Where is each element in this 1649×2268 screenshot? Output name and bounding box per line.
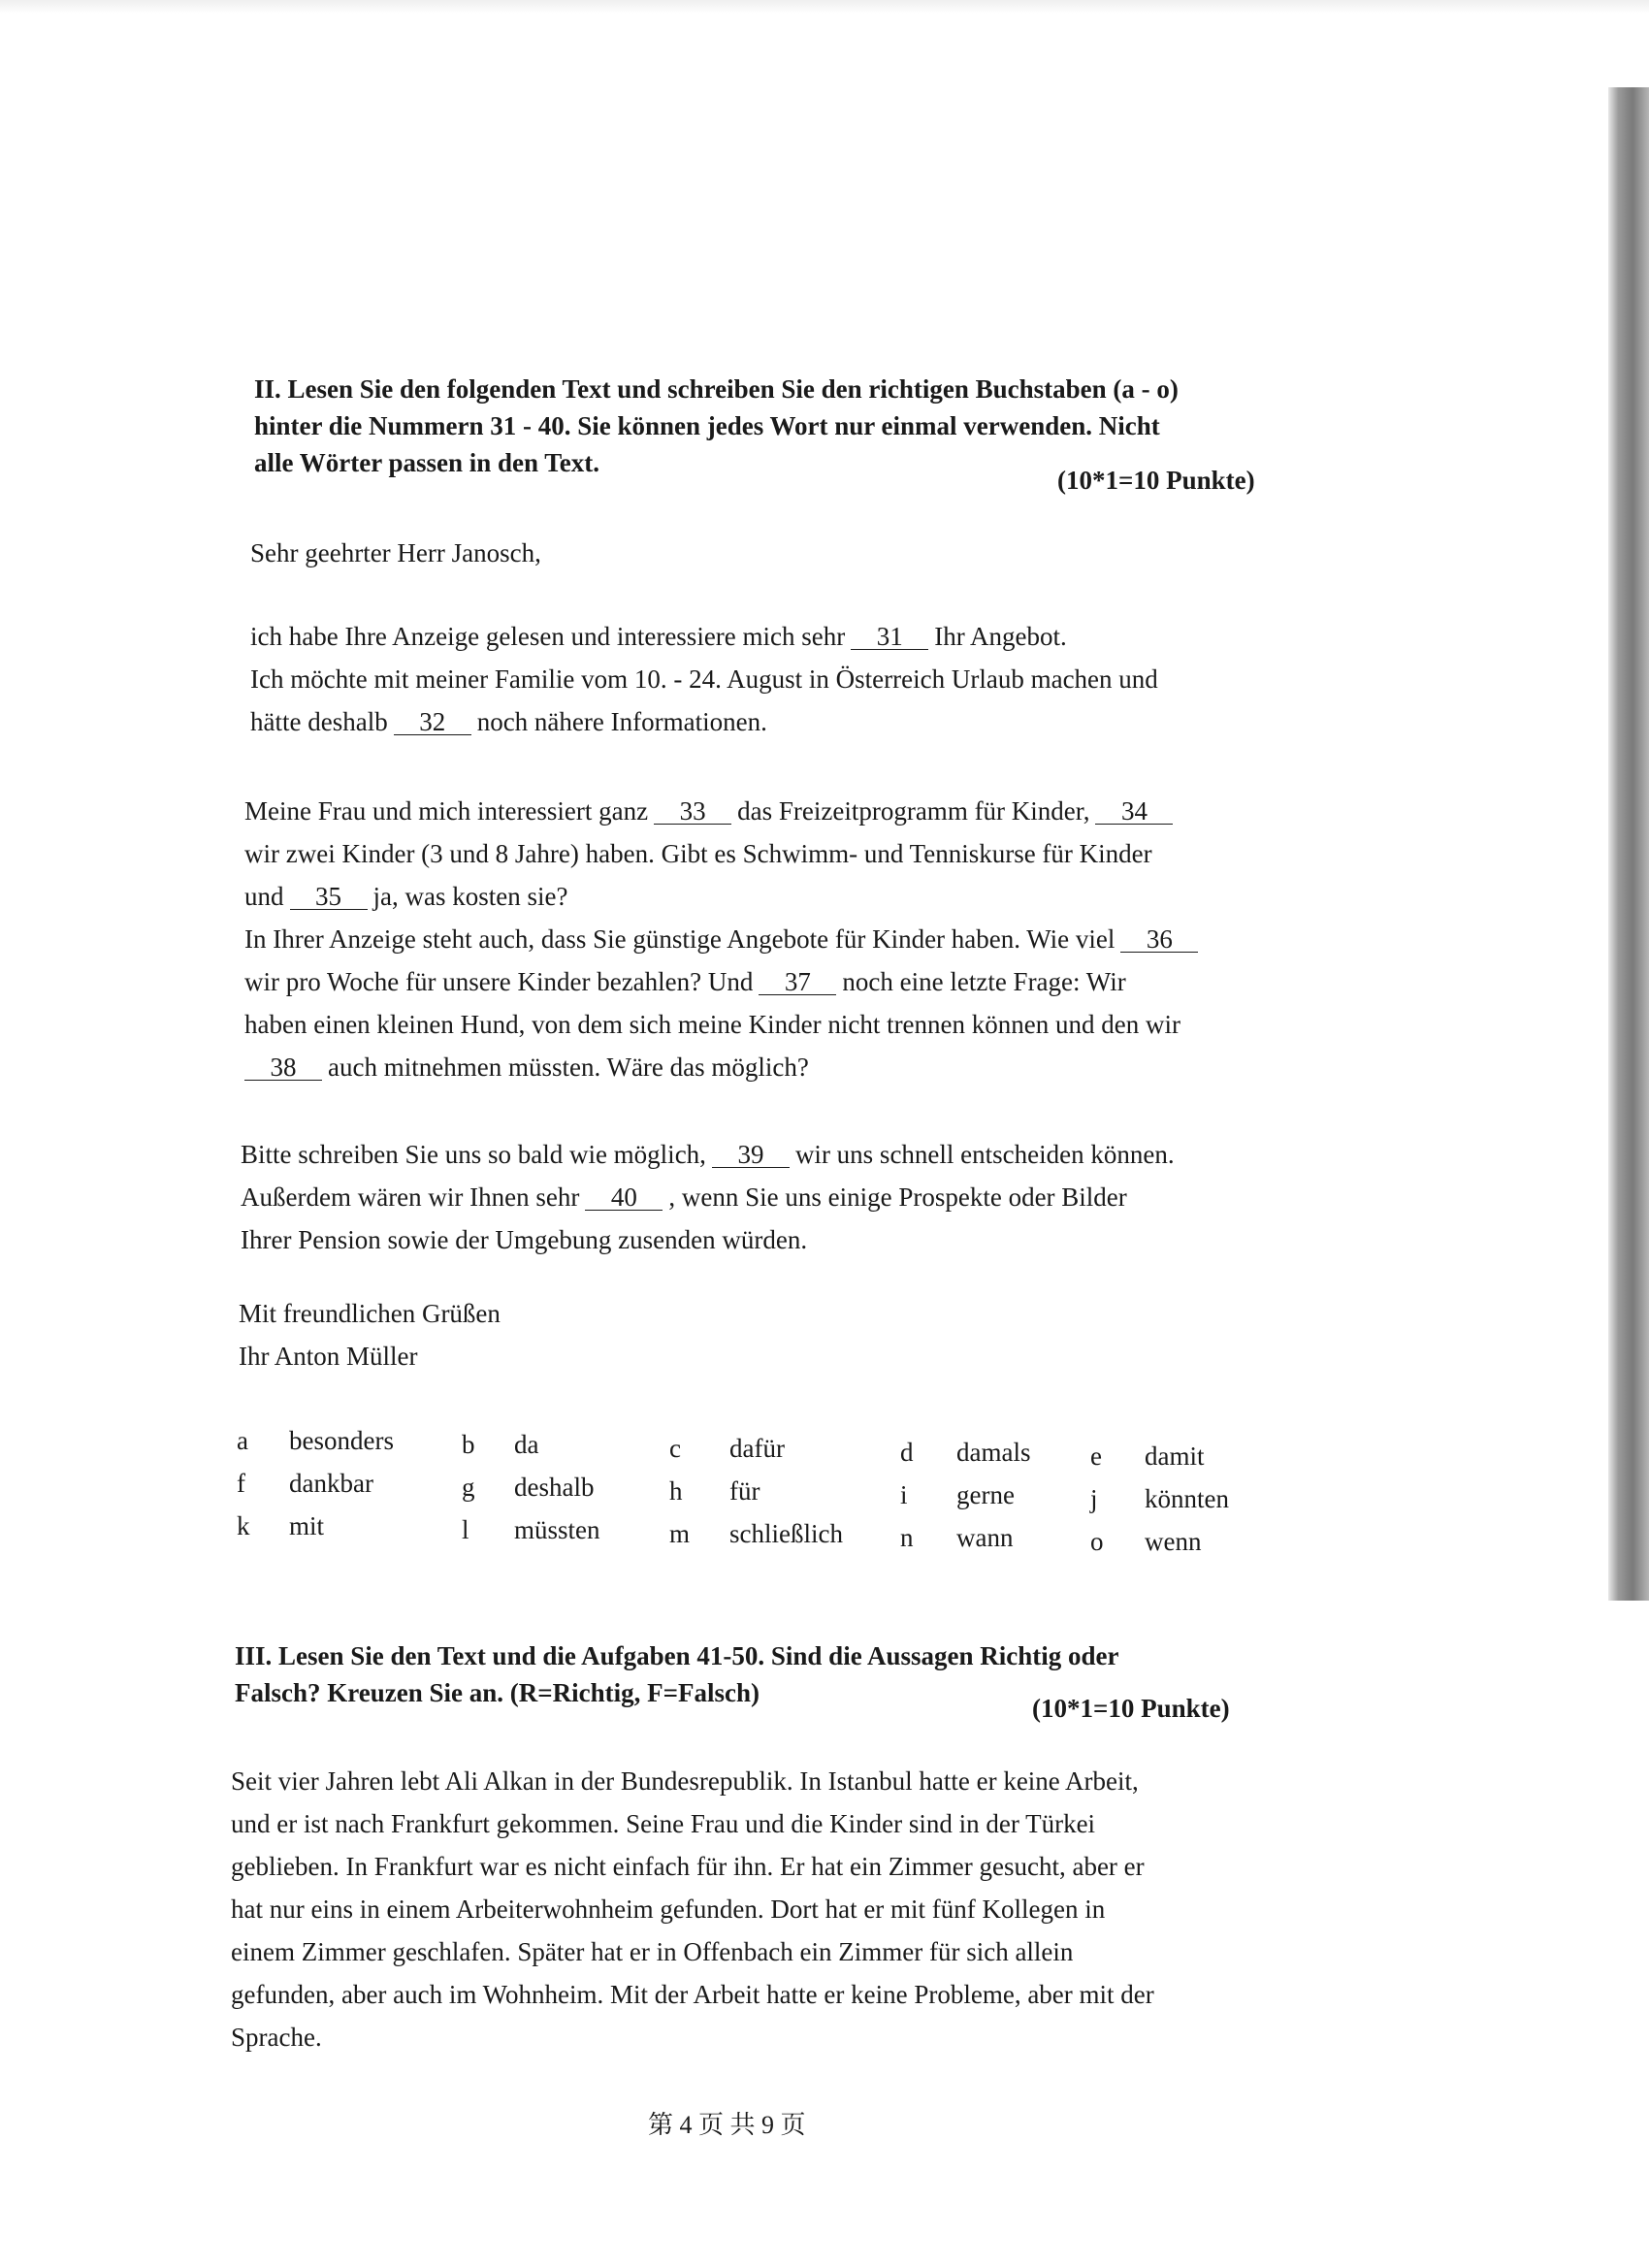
text-line: einem Zimmer geschlafen. Später hat er in Offenbach ein Zimmer für sich allein: [231, 1937, 1074, 1966]
blank-31[interactable]: 31: [851, 624, 928, 650]
option-item: [462, 1515, 600, 1545]
text: ich habe Ihre Anzeige gelesen und interessiere mich sehr: [250, 622, 846, 651]
option-item: [1090, 1527, 1201, 1557]
option-word: damals: [956, 1438, 1031, 1467]
option-letter: k: [237, 1511, 250, 1540]
option-item: [669, 1476, 760, 1507]
option-item: [1090, 1484, 1229, 1514]
option-item: [669, 1519, 843, 1549]
text: Außerdem wären wir Ihnen sehr: [241, 1183, 580, 1212]
text: und: [244, 882, 284, 911]
option-word: da: [514, 1430, 539, 1459]
letter-line: [241, 1176, 1308, 1218]
option-word: damit: [1145, 1442, 1205, 1471]
option-letter: e: [1090, 1442, 1102, 1471]
option-item: [237, 1469, 373, 1499]
option-item: [462, 1430, 538, 1460]
option-letter: d: [900, 1438, 914, 1467]
option-letter: b: [462, 1430, 475, 1459]
letter-line: [250, 700, 1298, 743]
option-item: [669, 1434, 785, 1464]
section2-instruction: [254, 371, 1302, 481]
section3-points: (10*1=10 Punkte): [1032, 1694, 1230, 1723]
section3-instruction-line1: III. Lesen Sie den Text und die Aufgaben 41-50. Sind die Aussagen Richtig oder: [235, 1641, 1119, 1670]
text-line: Sprache.: [231, 2023, 322, 2052]
letter-line: haben einen kleinen Hund, von dem sich meine Kinder nicht trennen können und den wir: [244, 1010, 1180, 1039]
signature: Ihr Anton Müller: [239, 1342, 418, 1371]
option-letter: c: [669, 1434, 681, 1463]
text: Meine Frau und mich interessiert ganz: [244, 796, 649, 826]
letter-paragraph-3: [241, 1133, 1308, 1261]
option-word: deshalb: [514, 1473, 595, 1502]
letter-closing: [239, 1292, 501, 1377]
letter-line: [244, 960, 1302, 1003]
option-word: für: [729, 1476, 760, 1506]
option-letter: g: [462, 1473, 475, 1502]
section2-instruction-line1: II. Lesen Sie den folgenden Text und schreiben Sie den richtigen Buchstaben (a - o): [254, 374, 1179, 404]
option-letter: n: [900, 1523, 914, 1552]
option-item: [900, 1438, 1030, 1468]
letter-line: [241, 1133, 1308, 1176]
section3-text: [231, 1760, 1298, 2058]
option-letter: l: [462, 1515, 469, 1544]
letter-salutation: Sehr geehrter Herr Janosch,: [250, 538, 541, 567]
letter-line: [244, 790, 1302, 832]
section2-points: (10*1=10 Punkte): [1057, 466, 1255, 495]
blank-33[interactable]: 33: [654, 798, 731, 825]
blank-39[interactable]: 39: [712, 1142, 790, 1168]
blank-40[interactable]: 40: [585, 1184, 663, 1211]
option-word: schließlich: [729, 1519, 843, 1548]
option-letter: i: [900, 1480, 908, 1509]
letter-line: wir zwei Kinder (3 und 8 Jahre) haben. Gibt es Schwimm- und Tenniskurse für Kinder: [244, 839, 1152, 868]
option-word: wenn: [1145, 1527, 1202, 1556]
option-item: [1090, 1442, 1205, 1472]
option-item: [237, 1511, 324, 1541]
text: , wenn Sie uns einige Prospekte oder Bilder: [668, 1183, 1127, 1212]
text: das Freizeitprogramm für Kinder,: [737, 796, 1090, 826]
blank-38[interactable]: 38: [244, 1054, 322, 1081]
blank-36[interactable]: 36: [1120, 926, 1198, 953]
blank-37[interactable]: 37: [759, 969, 836, 995]
text-line: gefunden, aber auch im Wohnheim. Mit der Arbeit hatte er keine Probleme, aber mit der: [231, 1980, 1154, 2009]
option-letter: j: [1090, 1484, 1098, 1513]
option-word: gerne: [956, 1480, 1015, 1509]
letter-line: Ihrer Pension sowie der Umgebung zusenden würden.: [241, 1225, 808, 1254]
option-letter: h: [669, 1476, 683, 1506]
text: wir uns schnell entscheiden können.: [794, 1140, 1175, 1169]
option-word: dankbar: [289, 1469, 373, 1498]
letter-line: [244, 918, 1302, 960]
scan-shadow-right: [1608, 87, 1649, 1601]
section2-instruction-line2: hinter die Nummern 31 - 40. Sie können jedes Wort nur einmal verwenden. Nicht: [254, 411, 1160, 440]
option-letter: f: [237, 1469, 245, 1498]
page-number-footer: 第 4 页 共 9 页: [648, 2111, 806, 2139]
text-line: und er ist nach Frankfurt gekommen. Seine Frau und die Kinder sind in der Türkei: [231, 1809, 1096, 1838]
text: In Ihrer Anzeige steht auch, dass Sie günstige Angebote für Kinder haben. Wie viel: [244, 924, 1116, 954]
text-line: geblieben. In Frankfurt war es nicht einfach für ihn. Er hat ein Zimmer gesucht, aber er: [231, 1852, 1145, 1881]
letter-line: [244, 875, 1302, 918]
blank-32[interactable]: 32: [394, 709, 471, 735]
option-letter: m: [669, 1519, 691, 1548]
option-word: besonders: [289, 1426, 394, 1455]
text: Bitte schreiben Sie uns so bald wie möglich,: [241, 1140, 706, 1169]
section3-instruction-line2: Falsch? Kreuzen Sie an. (R=Richtig, F=Falsch): [235, 1678, 760, 1707]
option-item: [900, 1480, 1015, 1510]
option-word: dafür: [729, 1434, 785, 1463]
letter-paragraph-1: [250, 615, 1298, 743]
option-word: wann: [956, 1523, 1014, 1552]
closing-line: Mit freundlichen Grüßen: [239, 1299, 501, 1328]
letter-line: [250, 615, 1298, 658]
option-letter: a: [237, 1426, 248, 1455]
option-word: mit: [289, 1511, 325, 1540]
text: Ihr Angebot.: [934, 622, 1067, 651]
text: noch nähere Informationen.: [476, 707, 767, 736]
text: ja, was kosten sie?: [372, 882, 568, 911]
text: hätte deshalb: [250, 707, 388, 736]
option-item: [237, 1426, 394, 1456]
text: noch eine letzte Frage: Wir: [842, 967, 1126, 996]
text: auch mitnehmen müssten. Wäre das möglich?: [328, 1053, 809, 1082]
option-item: [900, 1523, 1013, 1553]
section2-instruction-line3: alle Wörter passen in den Text.: [254, 448, 600, 477]
option-word: könnten: [1145, 1484, 1229, 1513]
option-word: müssten: [514, 1515, 600, 1544]
letter-paragraph-2: [244, 790, 1302, 1088]
blank-35[interactable]: 35: [290, 884, 368, 910]
scan-shadow-top: [0, 0, 1649, 14]
letter-line: Ich möchte mit meiner Familie vom 10. - 24. August in Österreich Urlaub machen und: [250, 664, 1158, 694]
blank-34[interactable]: 34: [1095, 798, 1173, 825]
text: wir pro Woche für unsere Kinder bezahlen? Und: [244, 967, 754, 996]
text-line: hat nur eins in einem Arbeiterwohnheim gefunden. Dort hat er mit fünf Kollegen in: [231, 1895, 1106, 1924]
option-letter: o: [1090, 1527, 1104, 1556]
option-item: [462, 1473, 594, 1503]
letter-line: [244, 1046, 1302, 1088]
text-line: Seit vier Jahren lebt Ali Alkan in der Bundesrepublik. In Istanbul hatte er keine Arbeit,: [231, 1766, 1139, 1796]
